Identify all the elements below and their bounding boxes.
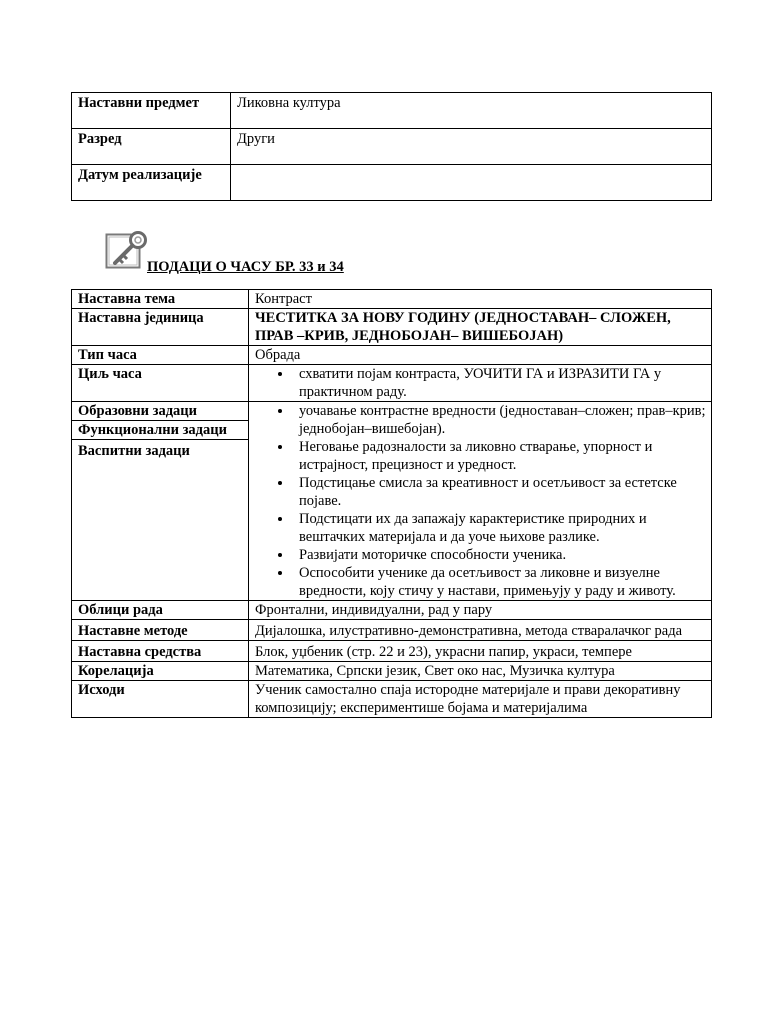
upbringing-tasks-label: Васпитни задаци bbox=[78, 443, 190, 459]
subject-value: Ликовна култура bbox=[231, 93, 712, 129]
functional-tasks-label: Функционални задаци bbox=[72, 421, 248, 440]
table-row bbox=[72, 641, 712, 662]
list-item: • Подстицати их да запажају карактеристике природних и вештачких материјала и да уоче њихове разлике. bbox=[293, 510, 711, 546]
educational-tasks-label: Образовни задаци bbox=[72, 402, 248, 421]
means-label: Наставна средства bbox=[72, 641, 249, 662]
outcomes-value: Ученик самостално спаја истородне материјале и прави декоративну композицију; експериментише бојама и материјалима bbox=[249, 681, 712, 718]
list-item: • Развијати моторичке способности ученика. bbox=[293, 546, 711, 564]
forms-label: Облици рада bbox=[72, 601, 249, 620]
table-row bbox=[72, 346, 712, 365]
table-row bbox=[72, 165, 712, 201]
lesson-heading: ПОДАЦИ О ЧАСУ БР. 33 и 34 bbox=[147, 259, 344, 275]
topic-value: Контраст bbox=[249, 290, 712, 309]
goal-value bbox=[249, 365, 712, 402]
unit-value: ЧЕСТИТКА ЗА НОВУ ГОДИНУ (ЈЕДНОСТАВАН– СЛОЖЕН, ПРАВ –КРИВ, ЈЕДНОБОЈАН– ВИШЕБОЈАН) bbox=[249, 309, 712, 346]
date-value bbox=[231, 165, 712, 201]
methods-value: Дијалошка, илустративно-демонстративна, метода стваралачког рада bbox=[249, 620, 712, 641]
outcomes-label: Исходи bbox=[72, 681, 249, 718]
list-item: • Оспособити ученике да осетљивост за ликовне и визуелне вредности, коју стичу у настави, примењују у раду и животу. bbox=[293, 564, 711, 600]
date-label: Датум реализације bbox=[72, 165, 231, 201]
list-item: • Неговање радозналости за ликовно стварање, упорност и истрајност, прецизност и уредност. bbox=[293, 438, 711, 474]
table-row bbox=[72, 402, 712, 601]
tasks-value bbox=[249, 402, 712, 601]
goal-label: Циљ часа bbox=[72, 365, 249, 402]
forms-value: Фронтални, индивидуални, рад у пару bbox=[249, 601, 712, 620]
list-item: • схватити појам контраста, УОЧИТИ ГА и ИЗРАЗИТИ ГА у практичном раду. bbox=[293, 365, 711, 401]
table-row bbox=[72, 620, 712, 641]
grade-label: Разред bbox=[72, 129, 231, 165]
goal-list bbox=[249, 365, 711, 401]
table-row bbox=[72, 129, 712, 165]
table-row bbox=[72, 601, 712, 620]
tasks-labels bbox=[72, 402, 249, 601]
table-row bbox=[72, 309, 712, 346]
table-row bbox=[72, 681, 712, 718]
type-value: Обрада bbox=[249, 346, 712, 365]
type-label: Тип часа bbox=[72, 346, 249, 365]
means-value: Блок, уџбеник (стр. 22 и 23), украсни папир, украси, темпере bbox=[249, 641, 712, 662]
lesson-details-table bbox=[71, 289, 712, 718]
table-row bbox=[72, 662, 712, 681]
correlation-label: Корелација bbox=[72, 662, 249, 681]
correlation-value: Математика, Српски језик, Свет око нас, Музичка култура bbox=[249, 662, 712, 681]
subject-label: Наставни предмет bbox=[72, 93, 231, 129]
table-row bbox=[72, 290, 712, 309]
list-item: • уочавање контрастне вредности (једноставан–сложен; прав–крив; једнобојан–вишебојан). bbox=[293, 402, 711, 438]
table-row bbox=[72, 365, 712, 402]
topic-label: Наставна тема bbox=[72, 290, 249, 309]
methods-label: Наставне методе bbox=[72, 620, 249, 641]
key-icon bbox=[105, 230, 147, 272]
unit-label: Наставна јединица bbox=[72, 309, 249, 346]
tasks-list bbox=[249, 402, 711, 600]
list-item: • Подстицање смисла за креативност и осетљивост за естетске појаве. bbox=[293, 474, 711, 510]
lesson-info-table bbox=[71, 92, 712, 201]
grade-value: Други bbox=[231, 129, 712, 165]
table-row bbox=[72, 93, 712, 129]
